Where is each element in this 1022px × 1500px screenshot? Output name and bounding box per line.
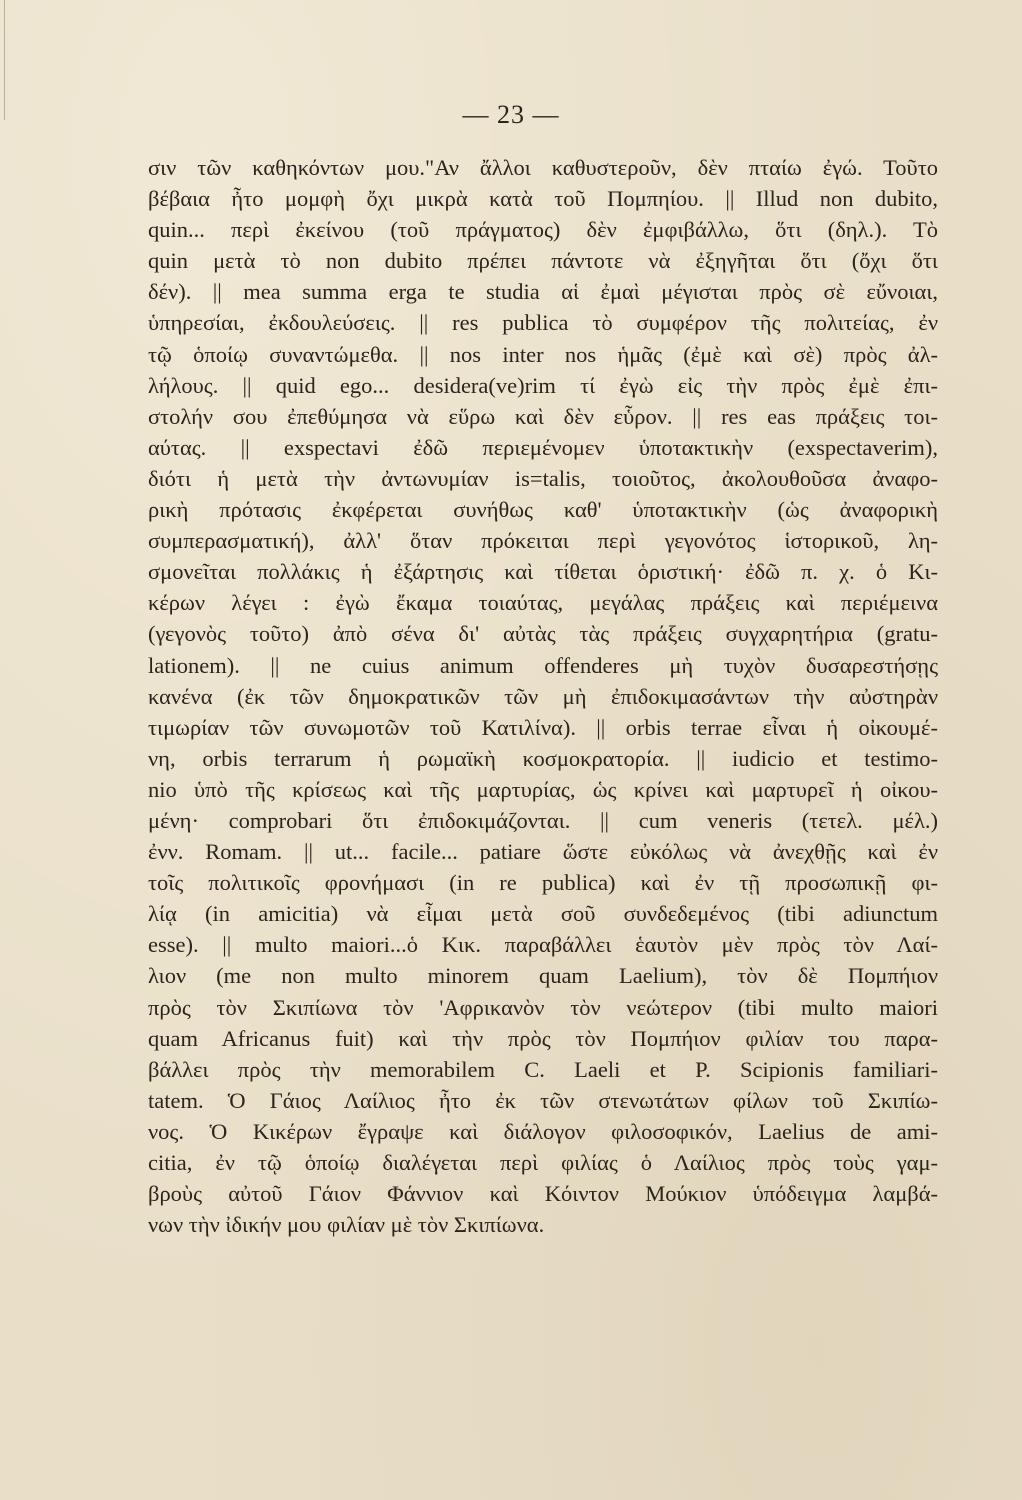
text-line: σμονεῖται πολλάκις ἡ ἐξάρτησις καὶ τίθεται ὁριστική· ἐδῶ π. χ. ὁ Κι- — [148, 559, 938, 585]
text-line: σιν τῶν καθηκόντων μου."Αν ἄλλοι καθυστεροῦν, δὲν πταίω ἐγώ. Τοῦτο — [148, 155, 938, 180]
text-line: tatem. Ὁ Γάιος Λαίλιος ἦτο ἐκ τῶν στενωτάτων φίλων τοῦ Σκιπίω- — [148, 1087, 938, 1113]
text-line: μένη· comprobari ὅτι ἐπιδοκιμάζονται. || cum veneris (τετελ. μέλ.) — [148, 807, 938, 833]
text-line: στολήν σου ἐπεθύμησα νὰ εὕρω καὶ δὲν εὗρον. || res eas πράξεις τοι- — [148, 403, 938, 429]
text-line: (γεγονὸς τοῦτο) ἀπὸ σένα δι' αὐτὰς τὰς πράξεις συγχαρητήρια (gratu- — [148, 621, 938, 647]
text-line: βροὺς αὐτοῦ Γάιον Φάννιον καὶ Κόιντον Μούκιον ὑπόδειγμα λαμβά- — [148, 1181, 938, 1207]
text-line: τοῖς πολιτικοῖς φρονήμασι (in re publica) καὶ ἐν τῇ προσωπικῇ φι- — [148, 870, 938, 896]
text-line: quin... περὶ ἐκείνου (τοῦ πράγματος) δὲν ἐμφιβάλλω, ὅτι (δηλ.). Τὸ — [148, 217, 938, 243]
text-line: αύτας. || exspectavi ἐδῶ περιεμένομεν ὑποτακτικὴν (exspectaverim), — [148, 434, 938, 460]
text-line: πρὸς τὸν Σκιπίωνα τὸν 'Αφρικανὸν τὸν νεώτερον (tibi multo maiori — [148, 994, 938, 1020]
text-line: κανένα (ἐκ τῶν δημοκρατικῶν τῶν μὴ ἐπιδοκιμασάντων τὴν αὐστηρὰν — [148, 683, 938, 709]
text-line: συμπερασματική), ἀλλ' ὅταν πρόκειται περὶ γεγονότος ἱστορικοῦ, λη- — [148, 528, 938, 554]
text-line: citia, ἐν τῷ ὁποίῳ διαλέγεται περὶ φιλίας ὁ Λαίλιος πρὸς τοὺς γαμ- — [148, 1150, 938, 1175]
text-line: quam Africanus fuit) καὶ τὴν πρὸς τὸν Πομπήιον φιλίαν του παρα- — [148, 1025, 938, 1051]
text-line: διότι ἡ μετὰ τὴν ἀντωνυμίαν is=talis, τοιοῦτος, ἀκολουθοῦσα ἀναφο- — [148, 465, 938, 491]
text-line: λιον (me non multo minorem quam Laelium), τὸν δὲ Πομπήιον — [148, 963, 938, 989]
text-line: quin μετὰ τὸ non dubito πρέπει πάντοτε νὰ ἐξηγῆται ὅτι (ὄχι ὅτι — [148, 248, 938, 274]
text-line: λήλους. || quid ego... desidera(ve)rim τί ἐγὼ εἰς τὴν πρὸς ἐμὲ ἐπι- — [148, 372, 938, 398]
text-line: ρικὴ πρότασις ἐκφέρεται συνήθως καθ' ὑποτακτικὴν (ὡς ἀναφορικὴ — [148, 497, 938, 523]
text-line: lationem). || ne cuius animum offenderes μὴ τυχὸν δυσαρεστήσῃς — [148, 652, 938, 678]
text-line: ὑπηρεσίαι, ἐκδουλεύσεις. || res publica τὸ συμφέρον τῆς πολιτείας, ἐν — [148, 310, 938, 336]
body-text — [148, 152, 938, 1240]
text-line: νων τὴν ἰδικήν μου φιλίαν μὲ τὸν Σκιπίωνα. — [148, 1212, 545, 1238]
text-line: νος. Ὁ Κικέρων ἔγραψε καὶ διάλογον φιλοσοφικόν, Laelius de ami- — [148, 1118, 938, 1144]
text-line: ἐνν. Romam. || ut... facile... patiare ὥστε εὐκόλως νὰ ἀνεχθῇς καὶ ἐν — [148, 839, 938, 865]
text-line: βάλλει πρὸς τὴν memorabilem C. Laeli et P. Scipionis familiari- — [148, 1056, 938, 1082]
text-line: κέρων λέγει : ἐγὼ ἔκαμα τοιαύτας, μεγάλας πράξεις καὶ περιέμεινα — [148, 590, 938, 616]
text-line: esse). || multo maiori...ὁ Κικ. παραβάλλει ἑαυτὸν μὲν πρὸς τὸν Λαί- — [148, 932, 938, 958]
text-line: βέβαια ἦτο μομφὴ ὄχι μικρὰ κατὰ τοῦ Πομπηίου. || Illud non dubito, — [148, 186, 938, 212]
text-line: νη, orbis terrarum ἡ ρωμαϊκὴ κοσμοκρατορία. || iudicio et testimo- — [148, 745, 938, 771]
text-line: τιμωρίαν τῶν συνωμοτῶν τοῦ Κατιλίνα). || orbis terrae εἶναι ἡ οἰκουμέ- — [148, 714, 938, 740]
text-line: λίᾳ (in amicitia) νὰ εἶμαι μετὰ σοῦ συνδεδεμένος (tibi adiunctum — [148, 901, 938, 927]
page-number: — 23 — — [462, 100, 560, 129]
text-line: τῷ ὁποίῳ συναντώμεθα. || nos inter nos ἡμᾶς (ἐμὲ καὶ σὲ) πρὸς ἀλ- — [148, 341, 938, 367]
text-line: δέν). || mea summa erga te studia αἱ ἐμαὶ μέγισται πρὸς σὲ εὔνοιαι, — [148, 279, 938, 305]
text-line: nio ὑπὸ τῆς κρίσεως καὶ τῆς μαρτυρίας, ὡς κρίνει καὶ μαρτυρεῖ ἡ οἰκου- — [148, 776, 938, 802]
